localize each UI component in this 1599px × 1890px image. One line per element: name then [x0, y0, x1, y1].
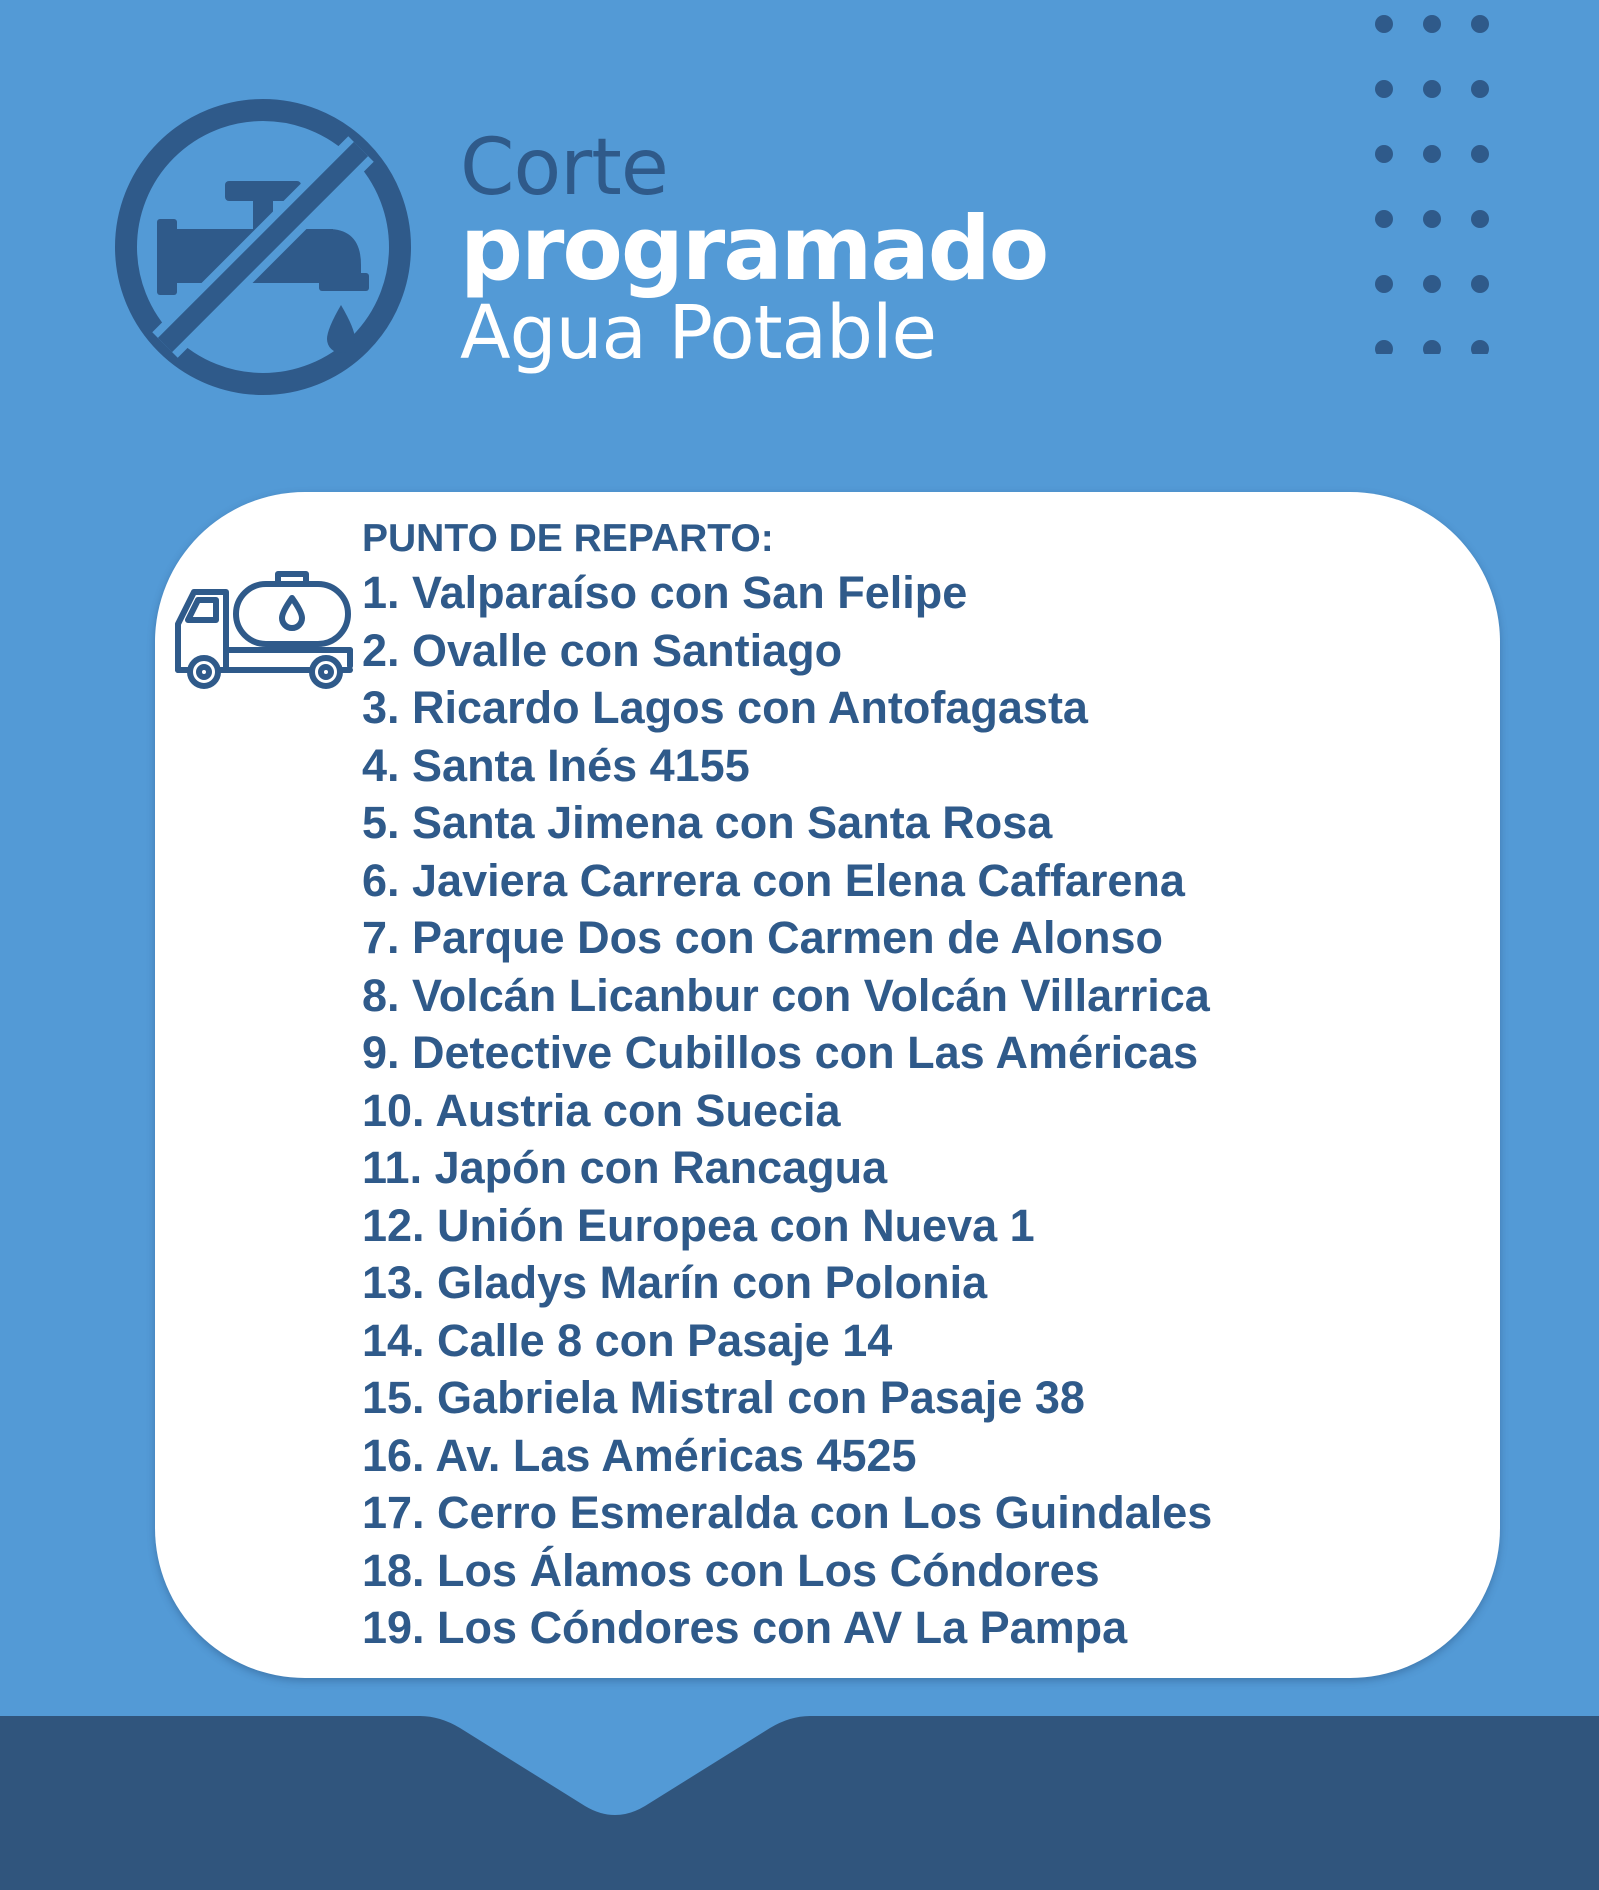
list-heading: PUNTO DE REPARTO: — [362, 517, 774, 560]
list-item: 9. Detective Cubillos con Las Américas — [362, 1027, 1199, 1078]
list-item: 4. Santa Inés 4155 — [362, 739, 750, 791]
list-item: 17. Cerro Esmeralda con Los Guindales — [362, 1487, 1213, 1538]
list-item: 2. Ovalle con Santiago — [362, 624, 843, 676]
title-block — [460, 123, 1048, 376]
list-item: 8. Volcán Licanbur con Volcán Villarrica — [362, 969, 1210, 1021]
no-water-tap-icon — [113, 97, 413, 397]
list-item: 16. Av. Las Américas 4525 — [362, 1429, 917, 1481]
list-item: 12. Unión Europea con Nueva 1 — [362, 1199, 1035, 1251]
dot-grid-decoration — [1372, 14, 1502, 354]
water-tanker-truck-icon — [174, 570, 354, 690]
list-item: 18. Los Álamos con Los Cóndores — [362, 1544, 1100, 1596]
list-item: 14. Calle 8 con Pasaje 14 — [362, 1314, 893, 1366]
title-corte: Corte — [460, 123, 668, 213]
delivery-points-list — [362, 514, 1212, 1657]
list-item: 7. Parque Dos con Carmen de Alonso — [362, 912, 1164, 963]
title-agua-potable: Agua Potable — [460, 290, 937, 376]
title-programado: programado — [460, 197, 1048, 300]
list-item: 1. Valparaíso con San Felipe — [362, 567, 968, 618]
list-item: 6. Javiera Carrera con Elena Caffarena — [362, 854, 1185, 906]
footer-band — [0, 1716, 1599, 1890]
list-item: 15. Gabriela Mistral con Pasaje 38 — [362, 1372, 1085, 1423]
list-item: 10. Austria con Suecia — [362, 1084, 841, 1136]
list-item: 5. Santa Jimena con Santa Rosa — [362, 797, 1053, 848]
list-item: 11. Japón con Rancagua — [362, 1142, 888, 1193]
list-item: 3. Ricardo Lagos con Antofagasta — [362, 682, 1088, 733]
list-item: 19. Los Cóndores con AV La Pampa — [362, 1602, 1128, 1653]
list-item: 13. Gladys Marín con Polonia — [362, 1257, 988, 1308]
